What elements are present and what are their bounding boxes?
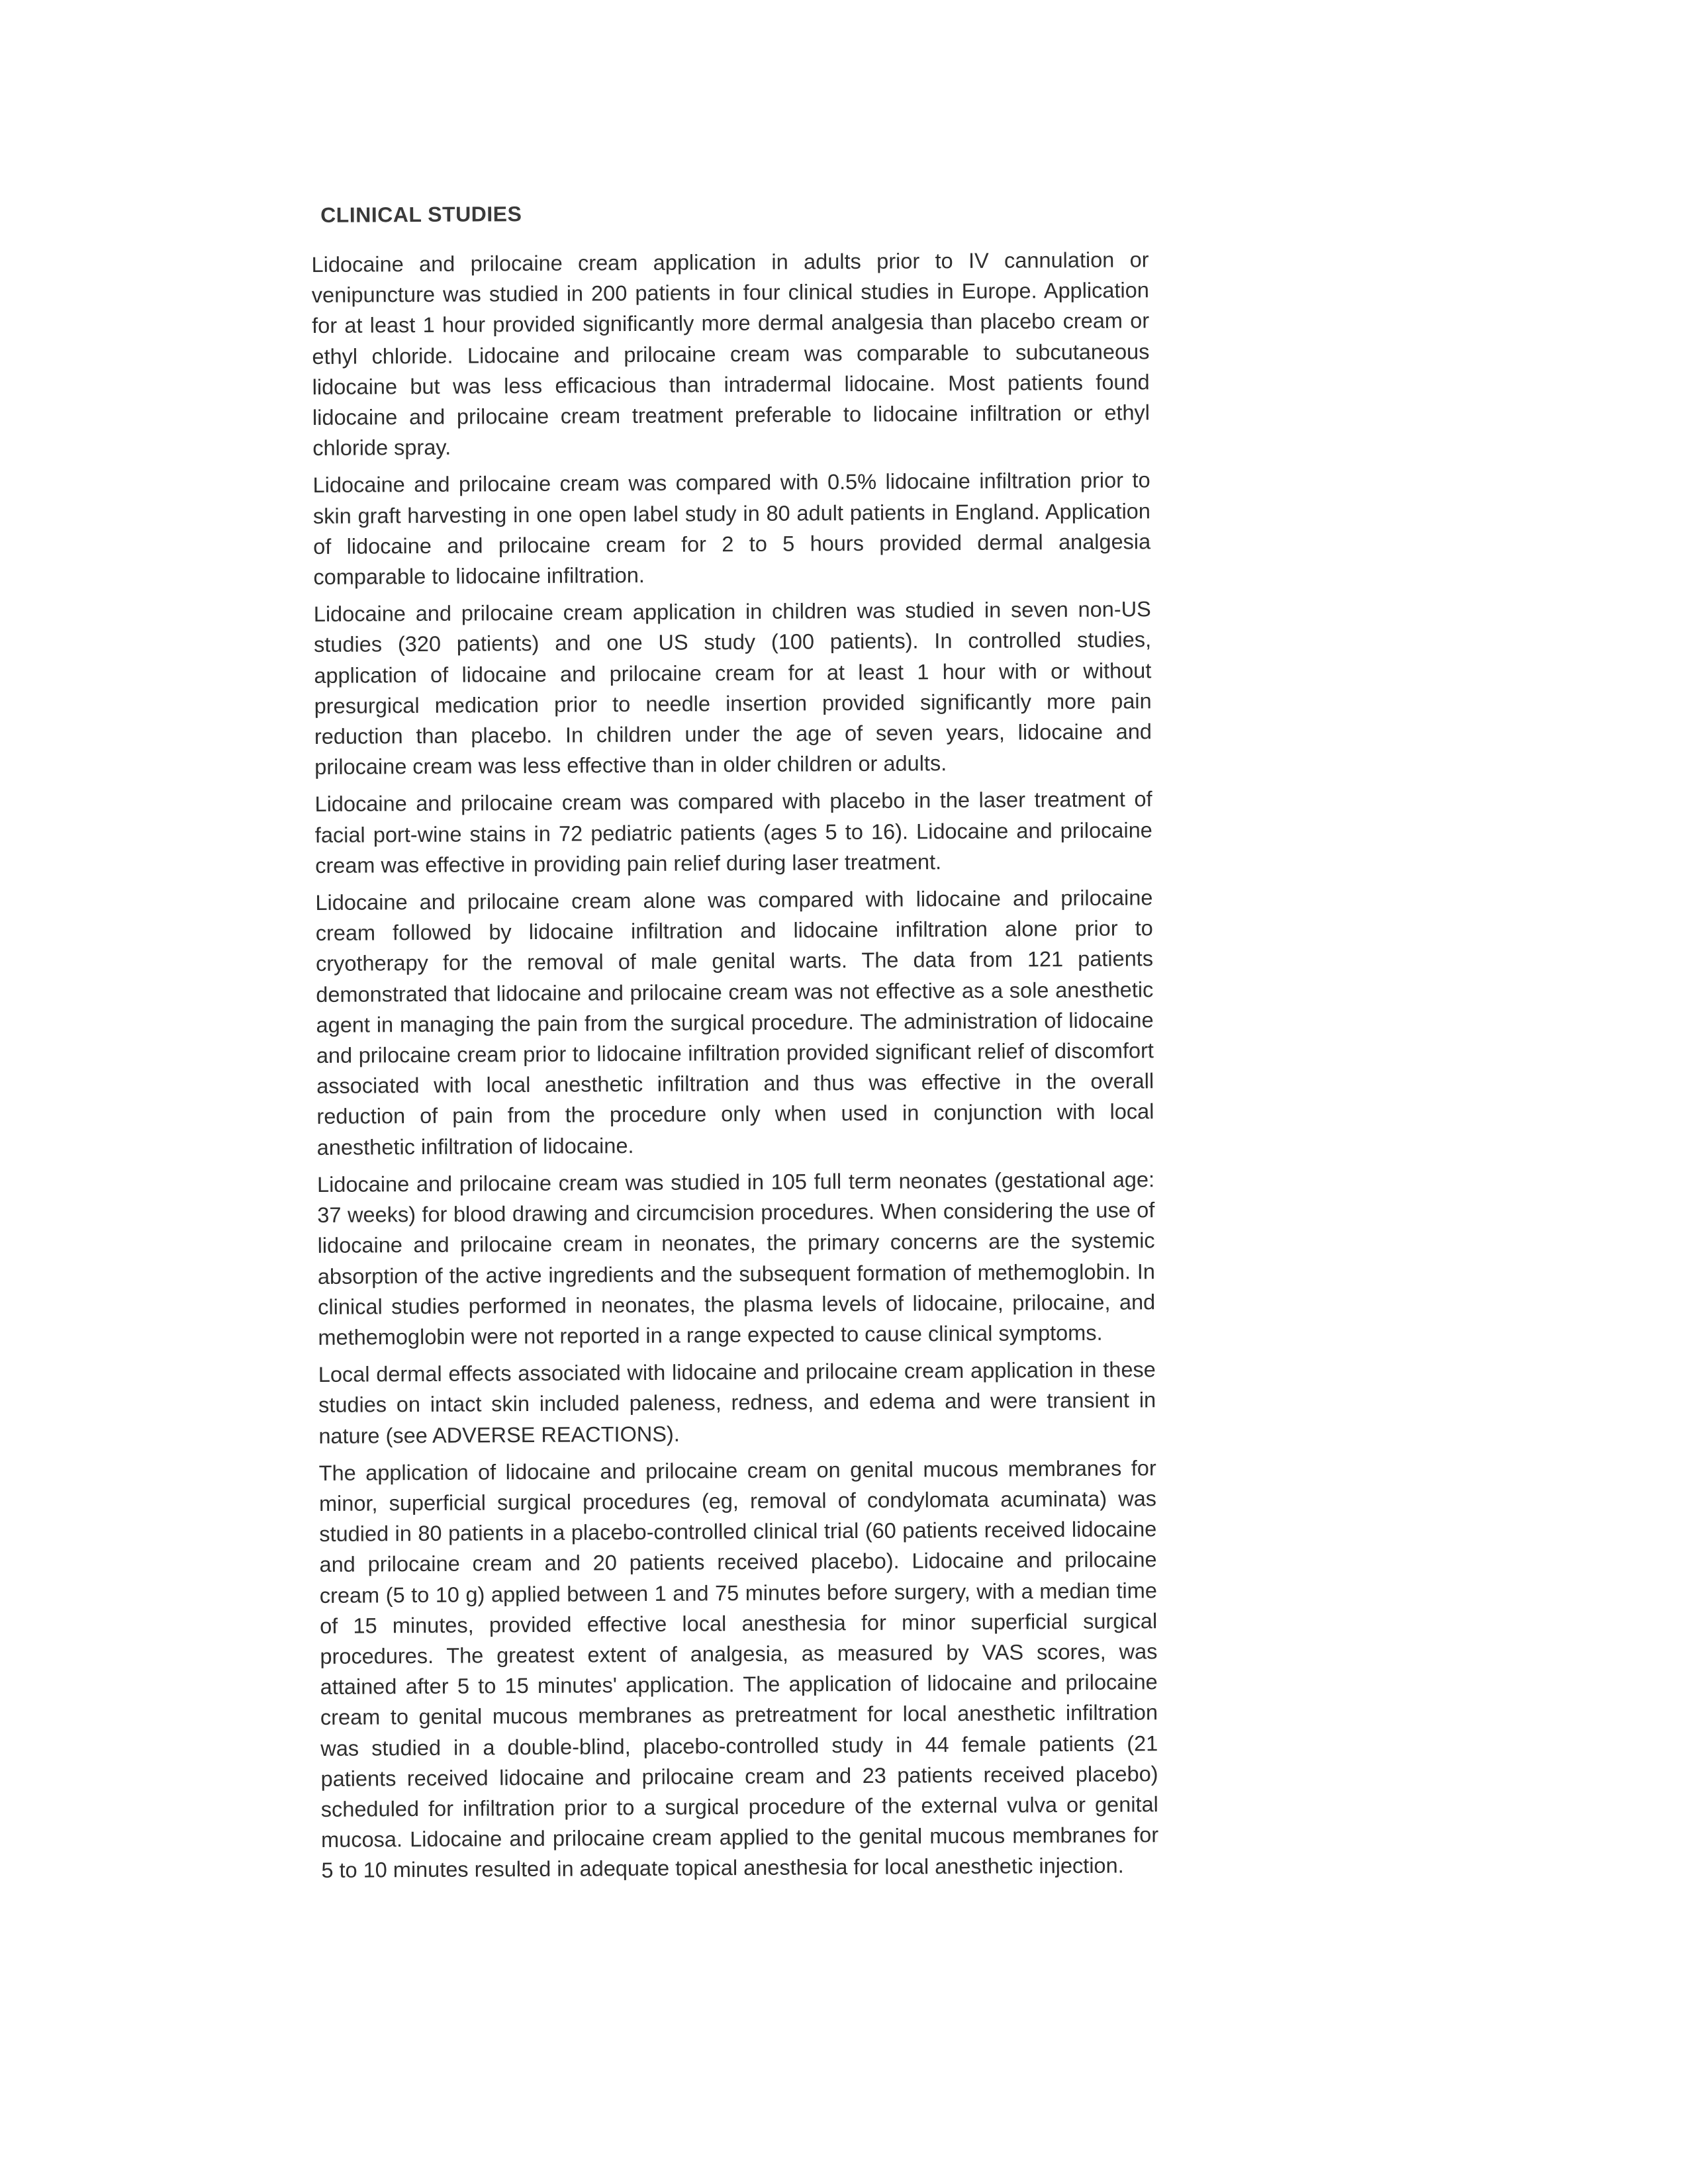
paragraph-skin-graft: Lidocaine and prilocaine cream was compared with 0.5% lidocaine infiltration prior to skin graft harvesting in one open label study in 80 adult patients in England. Application of lidocaine and prilocaine cream for 2 to 5 hours provided dermal analgesia comparable to lidocaine infiltration. bbox=[312, 468, 1151, 590]
document-body bbox=[311, 197, 1159, 1892]
paragraph-children: Lidocaine and prilocaine cream application in children was studied in seven non-US studies (320 patients) and one US study (100 patients). In controlled studies, application of lidocaine and prilocaine cream for at least 1 hour with or without presurgical medication prior to needle insertion provided significantly more pain reduction than placebo. In children under the age of seven years, lidocaine and prilocaine cream was less effective than in older children or adults. bbox=[313, 597, 1152, 780]
paragraph-neonates: Lidocaine and prilocaine cream was studied in 105 full term neonates (gestational age: 37 weeks) for blood drawing and circumcision procedures. When considering the use of lidocaine and prilocaine cream in neonates, the primary concerns are the systemic absorption of the active ingredients and the subsequent formation of methemoglobin. In clinical studies performed in neonates, the plasma levels of lidocaine, prilocaine, and methemoglobin were not reported in a range expected to cause clinical symptoms. bbox=[316, 1167, 1156, 1349]
section-title: CLINICAL STUDIES bbox=[320, 202, 522, 227]
paragraph-local-dermal-effects: Local dermal effects associated with lidocaine and prilocaine cream application in these studies on intact skin included paleness, redness, and edema and were transient in nature (see ADVERSE REACTIONS). bbox=[318, 1357, 1156, 1448]
paragraph-adults-iv-cannulation: Lidocaine and prilocaine cream application in adults prior to IV cannulation or venipuncture was studied in 200 patients in four clinical studies in Europe. Application for at least 1 hour provided significantly more dermal analgesia than placebo cream or ethyl chloride. Lidocaine and prilocaine cream was comparable to subcutaneous lidocaine but was less efficacious than intradermal lidocaine. Most patients found lidocaine and prilocaine cream treatment preferable to lidocaine infiltration or ethyl chloride spray. bbox=[311, 248, 1150, 461]
paragraph-genital-warts: Lidocaine and prilocaine cream alone was compared with lidocaine and prilocaine cream followed by lidocaine infiltration and lidocaine infiltration alone prior to cryotherapy for the removal of male genital warts. The data from 121 patients demonstrated that lidocaine and prilocaine cream was not effective as a sole anesthetic agent in managing the pain from the surgical procedure. The administration of lidocaine and prilocaine cream prior to lidocaine infiltration provided significant relief of discomfort associated with local anesthetic infiltration and thus was effective in the overall reduction of pain from the procedure only when used in conjunction with local anesthetic infiltration of lidocaine. bbox=[315, 886, 1154, 1160]
paragraph-port-wine-stains: Lidocaine and prilocaine cream was compared with placebo in the laser treatment of facial port-wine stains in 72 pediatric patients (ages 5 to 16). Lidocaine and prilocaine cream was effective in providing pain relief during laser treatment. bbox=[314, 787, 1152, 878]
paragraph-genital-mucous-membranes: The application of lidocaine and prilocaine cream on genital mucous membranes for minor, superficial surgical procedures (eg, removal of condylomata acuminata) was studied in 80 patients in a placebo-controlled clinical trial (60 patients received lidocaine and prilocaine cream and 20 patients received placebo). Lidocaine and prilocaine cream (5 to 10 g) applied between 1 and 75 minutes before surgery, with a median time of 15 minutes, provided effective local anesthesia for minor superficial surgical procedures. The greatest extent of analgesia, as measured by VAS scores, was attained after 5 to 15 minutes' application. The application of lidocaine and prilocaine cream to genital mucous membranes as pretreatment for local anesthetic infiltration was studied in a double-blind, placebo-controlled study in 44 female patients (21 patients received lidocaine and prilocaine cream and 23 patients received placebo) scheduled for infiltration prior to a surgical procedure of the external vulva or genital mucosa. Lidocaine and prilocaine cream applied to the genital mucous membranes for 5 to 10 minutes resulted in adequate topical anesthesia for local anesthetic injection. bbox=[318, 1455, 1159, 1883]
